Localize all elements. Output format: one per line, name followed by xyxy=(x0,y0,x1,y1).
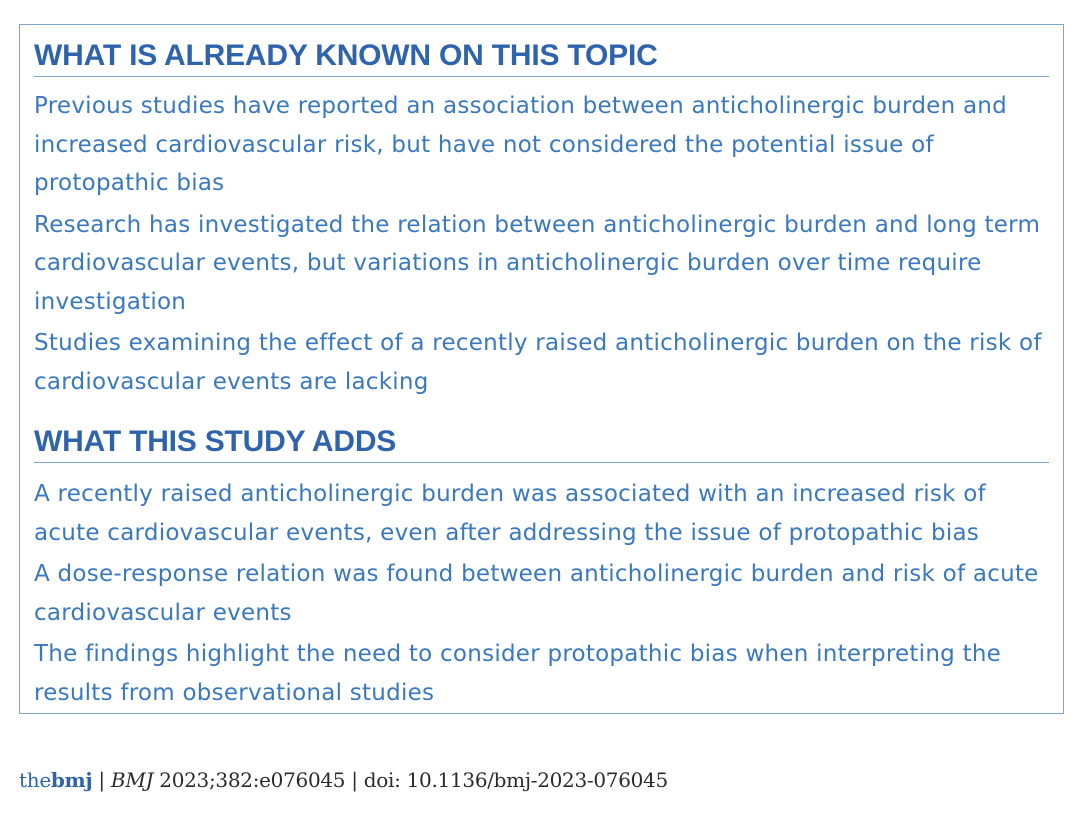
brand-name: bmj xyxy=(50,768,93,792)
footer-separator-2: | xyxy=(351,768,358,792)
known-heading: WHAT IS ALREADY KNOWN ON THIS TOPIC xyxy=(34,39,1049,77)
known-list xyxy=(34,87,1053,404)
citation-text: 2023;382:e076045 xyxy=(159,768,346,792)
adds-heading: WHAT THIS STUDY ADDS xyxy=(34,425,1049,463)
doi-text: doi: 10.1136/bmj-2023-076045 xyxy=(363,768,668,792)
adds-item-1: A recently raised anticholinergic burden was associated with an increased risk of acute cardiovascular events, even after addressing the issue of protopathic bias xyxy=(34,481,986,546)
adds-item-3: The findings highlight the need to consider protopathic bias when interpreting the results from observational studies xyxy=(34,641,1002,706)
adds-item-2: A dose-response relation was found between anticholinergic burden and risk of acute cardiovascular events xyxy=(34,561,1039,626)
footer-separator-1: | xyxy=(98,768,105,792)
known-item-3: Studies examining the effect of a recently raised anticholinergic burden on the risk of cardiovascular events are lacking xyxy=(34,330,1042,395)
known-item-2: Research has investigated the relation between anticholinergic burden and long term cardiovascular events, but variations in anticholinergic burden over time require investigation xyxy=(34,211,1041,315)
known-item-1: Previous studies have reported an association between anticholinergic burden and increased cardiovascular risk, but have not considered the potential issue of protopathic bias xyxy=(34,93,1007,196)
citation-footer xyxy=(19,768,668,792)
journal-name: BMJ xyxy=(110,768,154,792)
brand-prefix: the xyxy=(19,768,51,792)
adds-list xyxy=(34,475,1053,715)
summary-box xyxy=(19,24,1064,714)
